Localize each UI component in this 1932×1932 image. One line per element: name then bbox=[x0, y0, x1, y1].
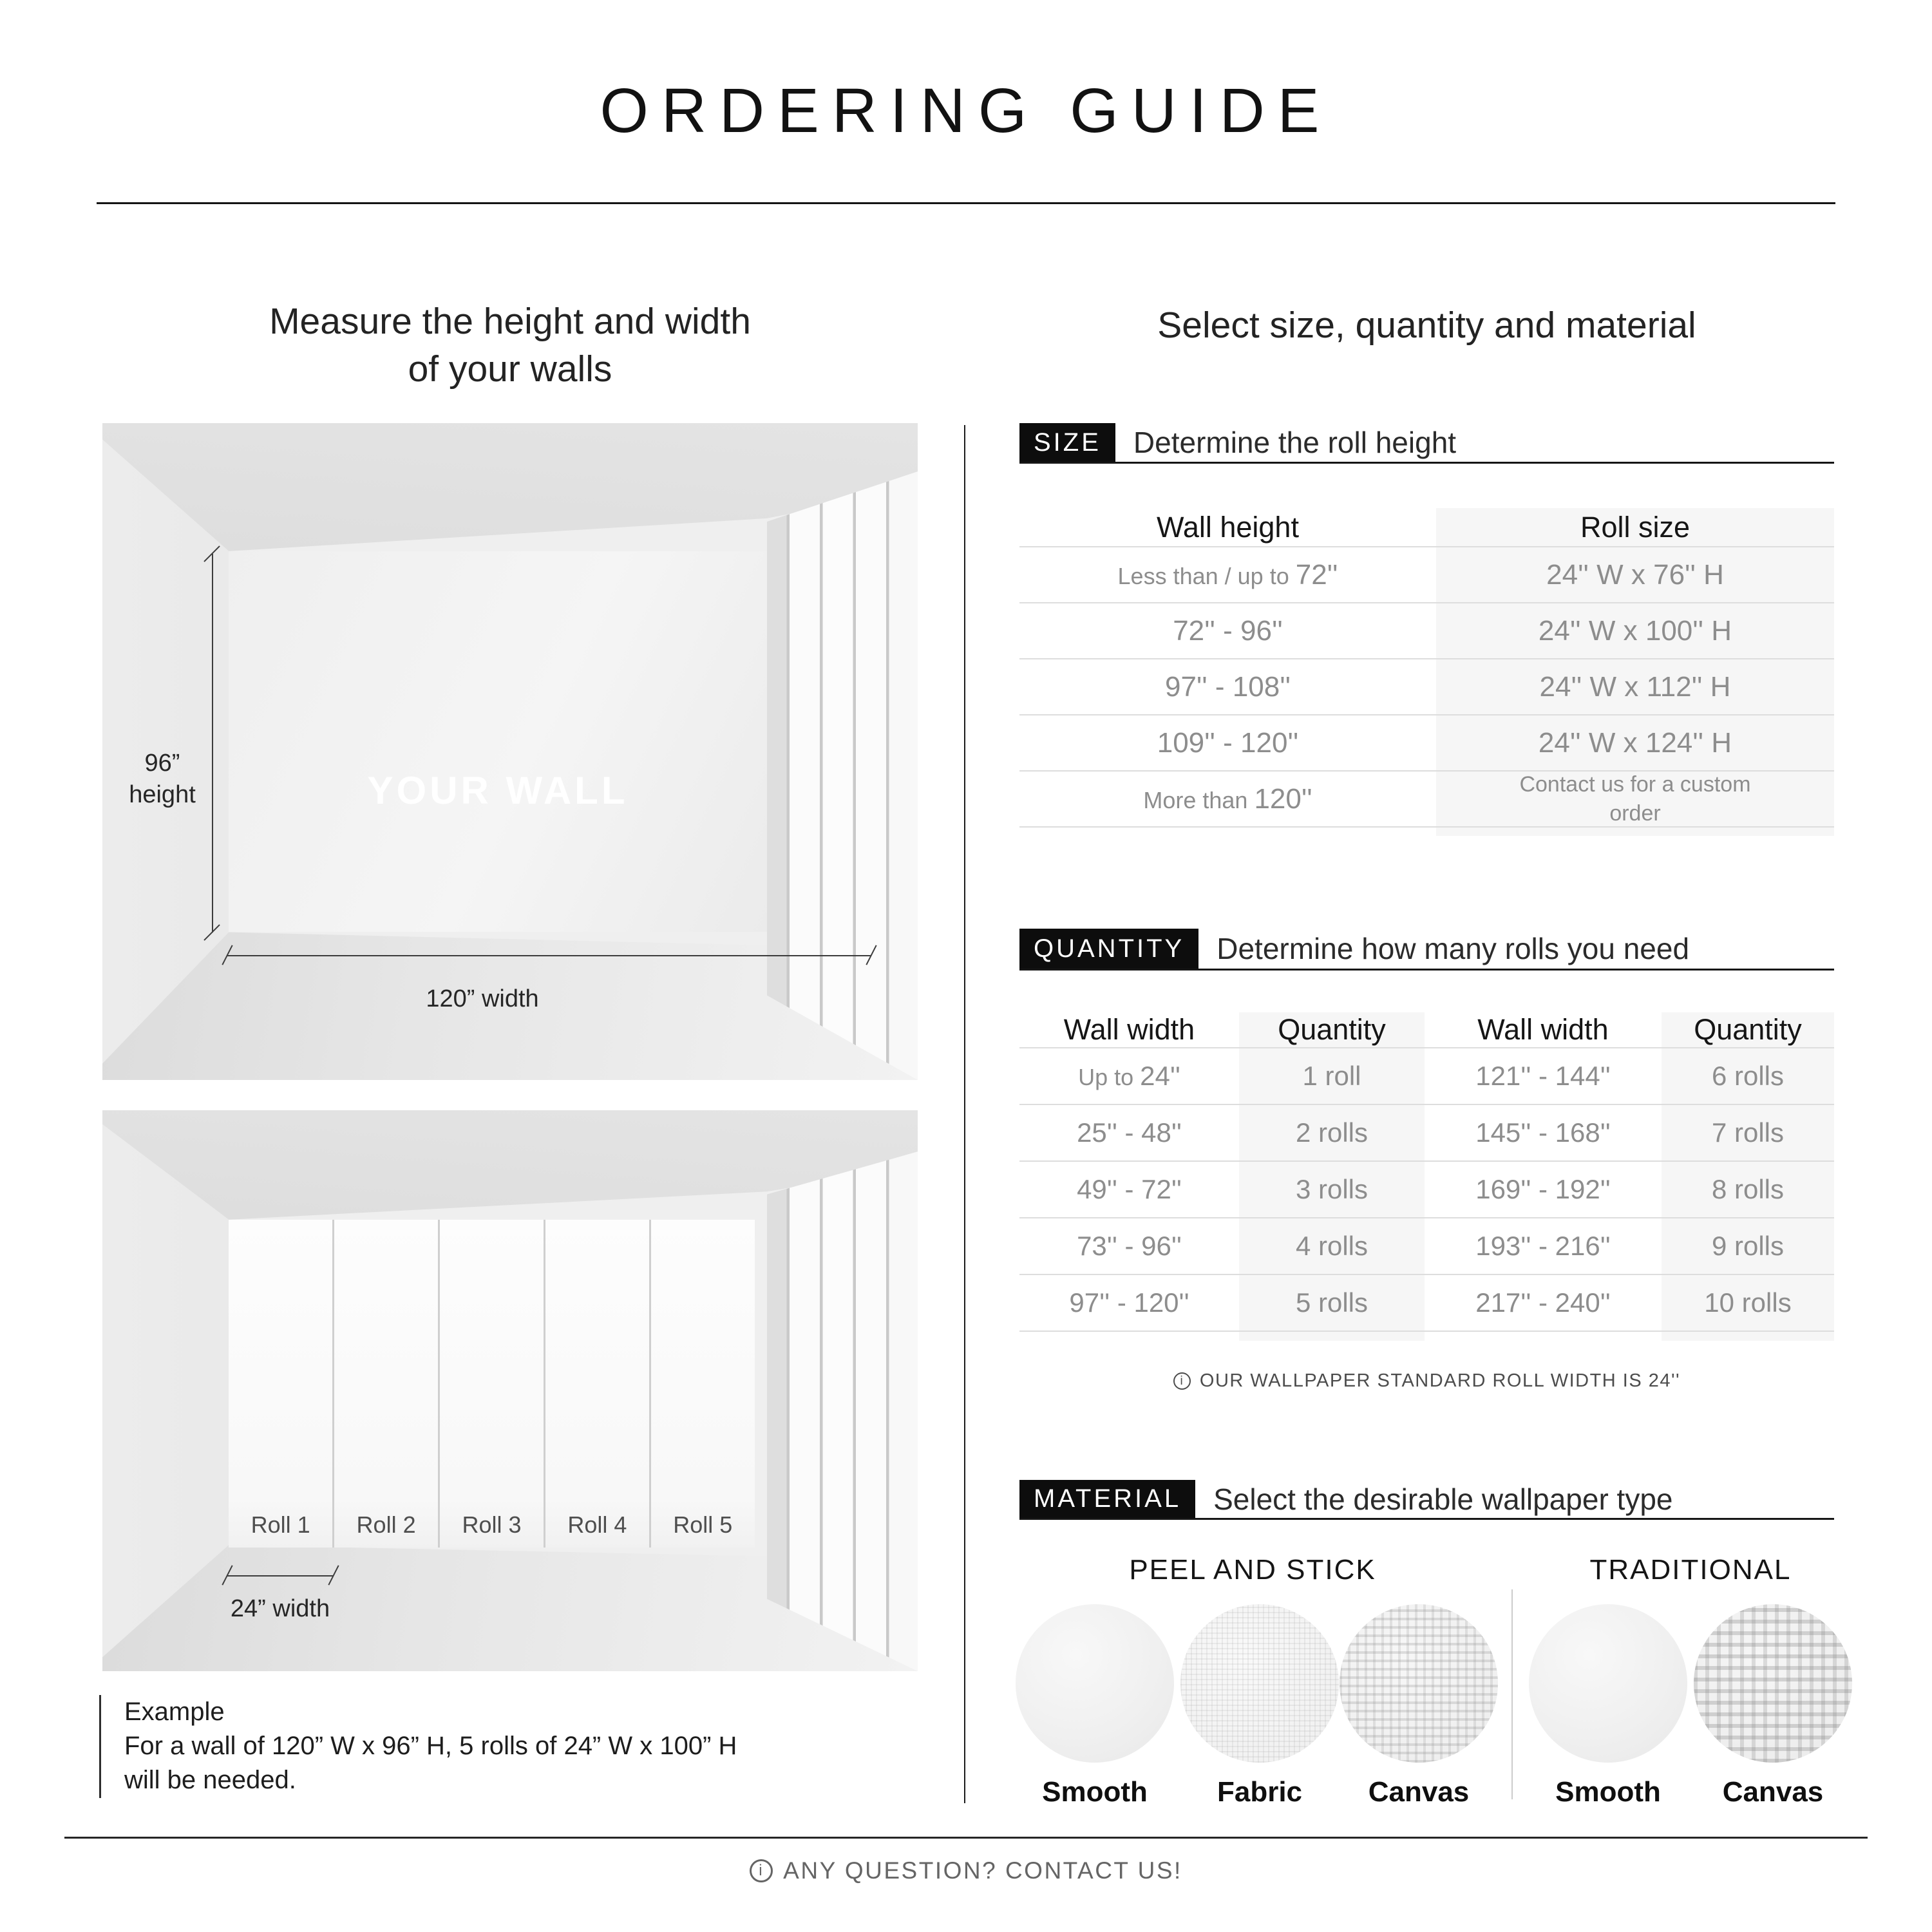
qty-col-header: Wall width bbox=[1477, 1013, 1609, 1046]
roll-width-dimension-label: 24” width bbox=[230, 1595, 330, 1622]
swatch-label: Canvas bbox=[1722, 1776, 1824, 1808]
info-icon: i bbox=[1173, 1372, 1191, 1390]
example-title: Example bbox=[124, 1698, 225, 1726]
right-column-heading: Select size, quantity and material bbox=[1157, 305, 1696, 346]
size-subtitle: Determine the roll height bbox=[1133, 426, 1457, 459]
size-table-row bbox=[1019, 659, 1834, 715]
roll-panel bbox=[440, 1220, 544, 1548]
wall-height-cell: More than 120'' bbox=[1143, 782, 1312, 815]
height-dimension-line bbox=[212, 554, 213, 933]
size-section-header bbox=[1019, 423, 1834, 464]
wall-width-cell: 49'' - 72'' bbox=[1077, 1174, 1182, 1204]
example-line2: will be needed. bbox=[124, 1766, 296, 1795]
roll-size-cell: 24'' W x 76'' H bbox=[1546, 558, 1724, 591]
width-dimension-label: 120” width bbox=[426, 985, 539, 1012]
roll-panel bbox=[545, 1220, 649, 1548]
wall-width-cell: 169'' - 192'' bbox=[1475, 1174, 1611, 1204]
roll-panel bbox=[334, 1220, 438, 1548]
example-note bbox=[99, 1695, 923, 1798]
wall-width-cell: 193'' - 216'' bbox=[1475, 1231, 1611, 1261]
wall-width-cell: 73'' - 96'' bbox=[1077, 1231, 1182, 1261]
roll-size-cell: 24'' W x 112'' H bbox=[1539, 670, 1731, 703]
swatch-traditional-canvas bbox=[1694, 1604, 1852, 1763]
quantity-table-row bbox=[1019, 1275, 1834, 1332]
material-section-header bbox=[1019, 1480, 1834, 1520]
room-window-wall bbox=[767, 1135, 918, 1671]
height-word: height bbox=[129, 781, 196, 808]
size-badge: SIZE bbox=[1019, 423, 1115, 462]
left-heading-line1: Measure the height and width bbox=[269, 301, 751, 342]
room-illustration-rolls bbox=[102, 1110, 918, 1671]
material-group-divider bbox=[1511, 1589, 1513, 1799]
size-table-row bbox=[1019, 772, 1834, 828]
qty-col-header: Wall width bbox=[1063, 1013, 1195, 1046]
wall-height-cell: 72'' - 96'' bbox=[1173, 614, 1283, 647]
quantity-cell: 2 rolls bbox=[1295, 1117, 1368, 1148]
your-wall-label: YOUR WALL bbox=[367, 769, 629, 813]
wall-height-cell: 97'' - 108'' bbox=[1164, 670, 1291, 703]
quantity-subtitle: Determine how many rolls you need bbox=[1217, 932, 1690, 965]
quantity-table-row bbox=[1019, 1048, 1834, 1105]
swatch-peel-fabric bbox=[1180, 1604, 1339, 1763]
swatch-peel-smooth bbox=[1016, 1604, 1174, 1763]
info-icon: i bbox=[750, 1859, 773, 1882]
quantity-cell: 7 rolls bbox=[1711, 1117, 1785, 1148]
quantity-table-row bbox=[1019, 1105, 1834, 1162]
wall-width-cell: 121'' - 144'' bbox=[1475, 1061, 1611, 1091]
size-table bbox=[1019, 508, 1834, 836]
swatch-label: Smooth bbox=[1555, 1776, 1661, 1808]
quantity-cell: 10 rolls bbox=[1704, 1287, 1792, 1318]
height-value: 96” bbox=[144, 750, 180, 777]
quantity-table bbox=[1019, 1012, 1834, 1341]
room-window-wall bbox=[767, 453, 918, 1080]
roll-width-note-text: OUR WALLPAPER STANDARD ROLL WIDTH IS 24'' bbox=[1199, 1370, 1681, 1391]
quantity-table-header-row bbox=[1019, 1012, 1834, 1048]
qty-col-header: Quantity bbox=[1694, 1013, 1802, 1046]
size-table-header-row bbox=[1019, 508, 1834, 547]
quantity-cell: 9 rolls bbox=[1711, 1231, 1785, 1261]
footer-divider bbox=[64, 1837, 1868, 1839]
roll-panel bbox=[651, 1220, 755, 1548]
wall-width-cell: 217'' - 240'' bbox=[1475, 1287, 1611, 1318]
roll-size-cell: Contact us for a custom order bbox=[1519, 772, 1751, 826]
wall-width-cell: Up to 24'' bbox=[1078, 1061, 1180, 1091]
wall-height-cell: 109'' - 120'' bbox=[1157, 726, 1299, 759]
roll-width-dimension-line bbox=[227, 1575, 334, 1577]
roll-panel-label: Roll 2 bbox=[356, 1511, 416, 1539]
qty-col-header: Quantity bbox=[1278, 1013, 1386, 1046]
roll-panel-label: Roll 1 bbox=[251, 1511, 310, 1539]
roll-panel bbox=[229, 1220, 332, 1548]
traditional-group-label: TRADITIONAL bbox=[1589, 1554, 1792, 1586]
roll-size-cell: 24'' W x 100'' H bbox=[1538, 614, 1732, 647]
quantity-section-header bbox=[1019, 929, 1834, 971]
size-table-row bbox=[1019, 603, 1834, 659]
title-divider bbox=[97, 202, 1835, 204]
quantity-badge: QUANTITY bbox=[1019, 929, 1198, 969]
size-col-header-wall-height: Wall height bbox=[1157, 510, 1299, 544]
page-title: ORDERING GUIDE bbox=[600, 75, 1332, 146]
wall-width-cell: 25'' - 48'' bbox=[1077, 1117, 1182, 1148]
swatch-peel-canvas bbox=[1340, 1604, 1498, 1763]
wall-height-cell: Less than / up to 72'' bbox=[1117, 558, 1338, 591]
left-column-heading bbox=[102, 298, 918, 393]
swatch-traditional-smooth bbox=[1529, 1604, 1687, 1763]
size-table-row bbox=[1019, 715, 1834, 772]
room-main-wall bbox=[229, 551, 767, 933]
wallpaper-roll-panels bbox=[229, 1220, 755, 1548]
roll-panel-label: Roll 3 bbox=[462, 1511, 522, 1539]
size-table-row bbox=[1019, 547, 1834, 603]
column-divider bbox=[964, 425, 965, 1803]
swatch-label: Canvas bbox=[1368, 1776, 1470, 1808]
roll-size-cell: 24'' W x 124'' H bbox=[1538, 726, 1732, 759]
quantity-table-row bbox=[1019, 1218, 1834, 1275]
height-dimension-label bbox=[114, 748, 211, 810]
quantity-cell: 1 roll bbox=[1302, 1061, 1361, 1091]
wall-width-cell: 97'' - 120'' bbox=[1069, 1287, 1189, 1318]
room-illustration-measure bbox=[102, 423, 918, 1080]
swatch-label: Smooth bbox=[1042, 1776, 1148, 1808]
width-dimension-line bbox=[227, 955, 871, 956]
footer-contact-note bbox=[0, 1857, 1932, 1884]
swatch-label: Fabric bbox=[1217, 1776, 1303, 1808]
quantity-cell: 4 rolls bbox=[1295, 1231, 1368, 1261]
example-line1: For a wall of 120” W x 96” H, 5 rolls of 24” W x 100” H bbox=[124, 1732, 737, 1761]
roll-panel-label: Roll 4 bbox=[567, 1511, 627, 1539]
footer-contact-text: ANY QUESTION? CONTACT US! bbox=[783, 1857, 1182, 1884]
quantity-cell: 3 rolls bbox=[1295, 1174, 1368, 1204]
size-col-header-roll-size: Roll size bbox=[1580, 510, 1690, 544]
peel-and-stick-group-label: PEEL AND STICK bbox=[1129, 1554, 1376, 1586]
roll-width-note bbox=[1019, 1370, 1834, 1392]
quantity-cell: 8 rolls bbox=[1711, 1174, 1785, 1204]
material-subtitle: Select the desirable wallpaper type bbox=[1213, 1482, 1673, 1516]
quantity-cell: 6 rolls bbox=[1711, 1061, 1785, 1091]
quantity-cell: 5 rolls bbox=[1295, 1287, 1368, 1318]
wall-width-cell: 145'' - 168'' bbox=[1475, 1117, 1611, 1148]
quantity-table-row bbox=[1019, 1162, 1834, 1218]
roll-panel-label: Roll 5 bbox=[673, 1511, 733, 1539]
material-badge: MATERIAL bbox=[1019, 1480, 1195, 1518]
left-heading-line2: of your walls bbox=[408, 348, 612, 390]
